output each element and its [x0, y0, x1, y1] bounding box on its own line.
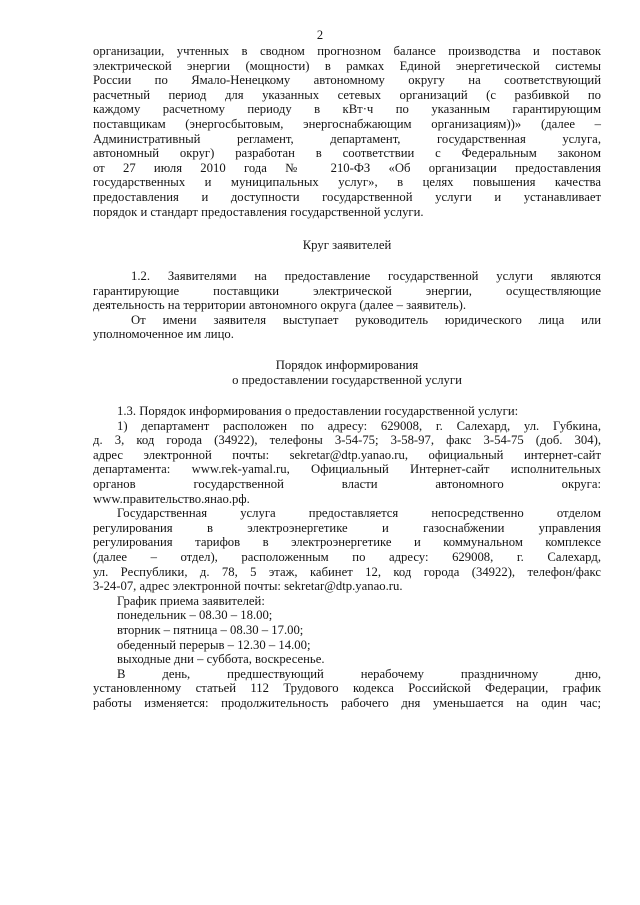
section-heading-applicants	[93, 238, 601, 253]
text-line: органов государственной власти автономного округа:	[93, 476, 601, 491]
text-line: (далее – отдел), расположенным по адресу: 629008, г. Салехард,	[93, 549, 601, 564]
text-line: 1) департамент расположен по адресу: 629008, г. Салехард, ул. Губкина,	[117, 418, 601, 433]
text-line: выходные дни – суббота, воскресенье.	[117, 652, 325, 667]
text-line: Государственная услуга предоставляется непосредственно отделом	[117, 506, 601, 521]
text-line: департамента: www.rek-yamal.ru, Официальный Интернет-сайт исполнительных	[93, 462, 601, 477]
text-line: электрической энергии (мощности) в рамках Единой энергетической системы	[93, 58, 601, 73]
text-line: государственных и муниципальных услуг», в целях повышения качества	[93, 175, 601, 190]
paragraph-regulation-intro	[93, 44, 601, 219]
text-line: вторник – пятница – 08.30 – 17.00;	[117, 622, 304, 637]
text-line: поставщикам (энергосбытовым, энергоснабжающим организациям))» (далее –	[93, 116, 601, 131]
text-line: уполномоченное им лицо.	[93, 327, 234, 342]
text-line: Административный регламент, департамент, государственная услуга,	[93, 131, 601, 146]
text-line: регулирования тарифов в электроэнергетике и коммунальном комплексе	[93, 535, 601, 550]
section-heading-informing	[93, 358, 601, 387]
text-line: В день, предшествующий нерабочему праздничному дню,	[117, 666, 601, 681]
paragraph-informing-procedure	[93, 404, 601, 710]
text-line: деятельность на территории автономного округа (далее – заявитель).	[93, 298, 467, 313]
page-number: 2	[316, 28, 324, 42]
text-line: д. 3, код города (34922), телефоны 3-54-75; 3-58-97, факс 3-54-75 (доб. 304),	[93, 433, 601, 448]
text-line: установленному статьей 112 Трудового кодекса Российской Федерации, график	[93, 681, 601, 696]
text-line: адрес электронной почты: sekretar@dtp.yanao.ru, официальный интернет-сайт	[93, 447, 601, 462]
text-line: 1.3. Порядок информирования о предоставлении государственной услуги:	[117, 404, 519, 418]
text-line: расчетный период для указанных сетевых организаций (с разбивкой по	[93, 87, 601, 102]
text-line: понедельник – 08.30 – 18.00;	[117, 608, 273, 623]
text-line: автономный округ) разработан в соответствии с Федеральным законом	[93, 146, 601, 161]
text-line: обеденный перерыв – 12.30 – 14.00;	[117, 637, 311, 652]
text-line: От имени заявителя выступает руководитель юридического лица или	[131, 312, 601, 327]
paragraph-applicants	[93, 269, 601, 342]
text-line: работы изменяется: продолжительность рабочего дня уменьшается на один час;	[93, 695, 601, 710]
text-line: 1.2. Заявителями на предоставление государственной услуги являются	[131, 269, 601, 283]
text-line: порядок и стандарт предоставления государственной услуги.	[93, 204, 424, 219]
text-line: регулирования в электроэнергетике и газоснабжении управления	[93, 520, 601, 535]
text-line: гарантирующие поставщики электрической энергии, осуществляющие	[93, 283, 601, 298]
heading-line: Круг заявителей	[302, 238, 392, 252]
heading-line: Порядок информирования	[275, 358, 419, 372]
text-line: каждому расчетному периоду в кВт·ч по указанным гарантирующим	[93, 102, 601, 117]
text-line: от 27 июля 2010 года № 210-ФЗ «Об организации предоставления	[93, 160, 601, 175]
text-line: предоставления и доступности государственной услуги и устанавливает	[93, 189, 601, 204]
text-line: 3-24-07, адрес электронной почты: sekretar@dtp.yanao.ru.	[93, 579, 403, 594]
text-line: www.правительство.янао.рф.	[93, 491, 250, 506]
text-line: ул. Республики, д. 78, 5 этаж, кабинет 12, код города (34922), телефон/факс	[93, 564, 601, 579]
text-line: организации, учтенных в сводном прогнозном балансе производства и поставок	[93, 44, 601, 58]
text-line: России по Ямало-Ненецкому автономному округу на соответствующий	[93, 73, 601, 88]
heading-line: о предоставлении государственной услуги	[232, 372, 462, 387]
text-line: График приема заявителей:	[117, 593, 265, 608]
